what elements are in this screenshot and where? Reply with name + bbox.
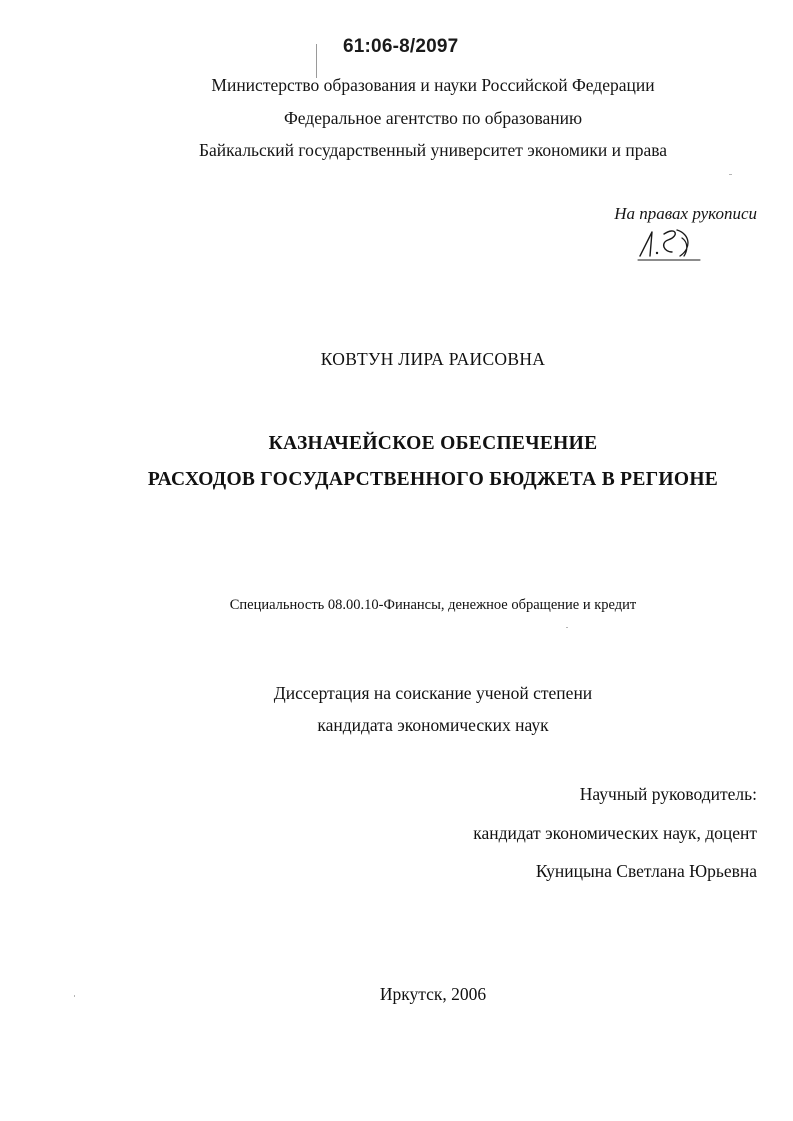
scan-speck bbox=[566, 627, 568, 628]
scan-artifact-line bbox=[316, 44, 317, 78]
header-agency: Федеральное агентство по образованию bbox=[283, 108, 583, 128]
scan-speck bbox=[74, 995, 75, 997]
dissertation-line-1: Диссертация на соискание ученой степени bbox=[273, 683, 593, 703]
catalog-number: 61:06-8/2097 bbox=[343, 36, 459, 57]
thesis-title-line-2: РАСХОДОВ ГОСУДАРСТВЕННОГО БЮДЖЕТА В РЕГИОНЕ bbox=[147, 469, 719, 490]
supervisor-degree: кандидат экономических наук, доцент bbox=[473, 823, 757, 843]
handwritten-signature bbox=[630, 222, 705, 262]
manuscript-note: На правах рукописи bbox=[614, 204, 757, 223]
dissertation-line-2: кандидата экономических наук bbox=[317, 715, 549, 735]
scan-speck bbox=[729, 174, 732, 175]
author-name: КОВТУН ЛИРА РАИСОВНА bbox=[320, 349, 546, 369]
specialty: Специальность 08.00.10-Финансы, денежное обращение и кредит bbox=[229, 597, 637, 613]
header-ministry: Министерство образования и науки Российской Федерации bbox=[211, 75, 655, 95]
header-university: Байкальский государственный университет экономики и права bbox=[198, 140, 668, 160]
thesis-title-line-1: КАЗНАЧЕЙСКОЕ ОБЕСПЕЧЕНИЕ bbox=[268, 433, 598, 454]
supervisor-label: Научный руководитель: bbox=[579, 784, 757, 804]
place-year: Иркутск, 2006 bbox=[379, 984, 487, 1004]
supervisor-name: Куницына Светлана Юрьевна bbox=[535, 861, 757, 881]
